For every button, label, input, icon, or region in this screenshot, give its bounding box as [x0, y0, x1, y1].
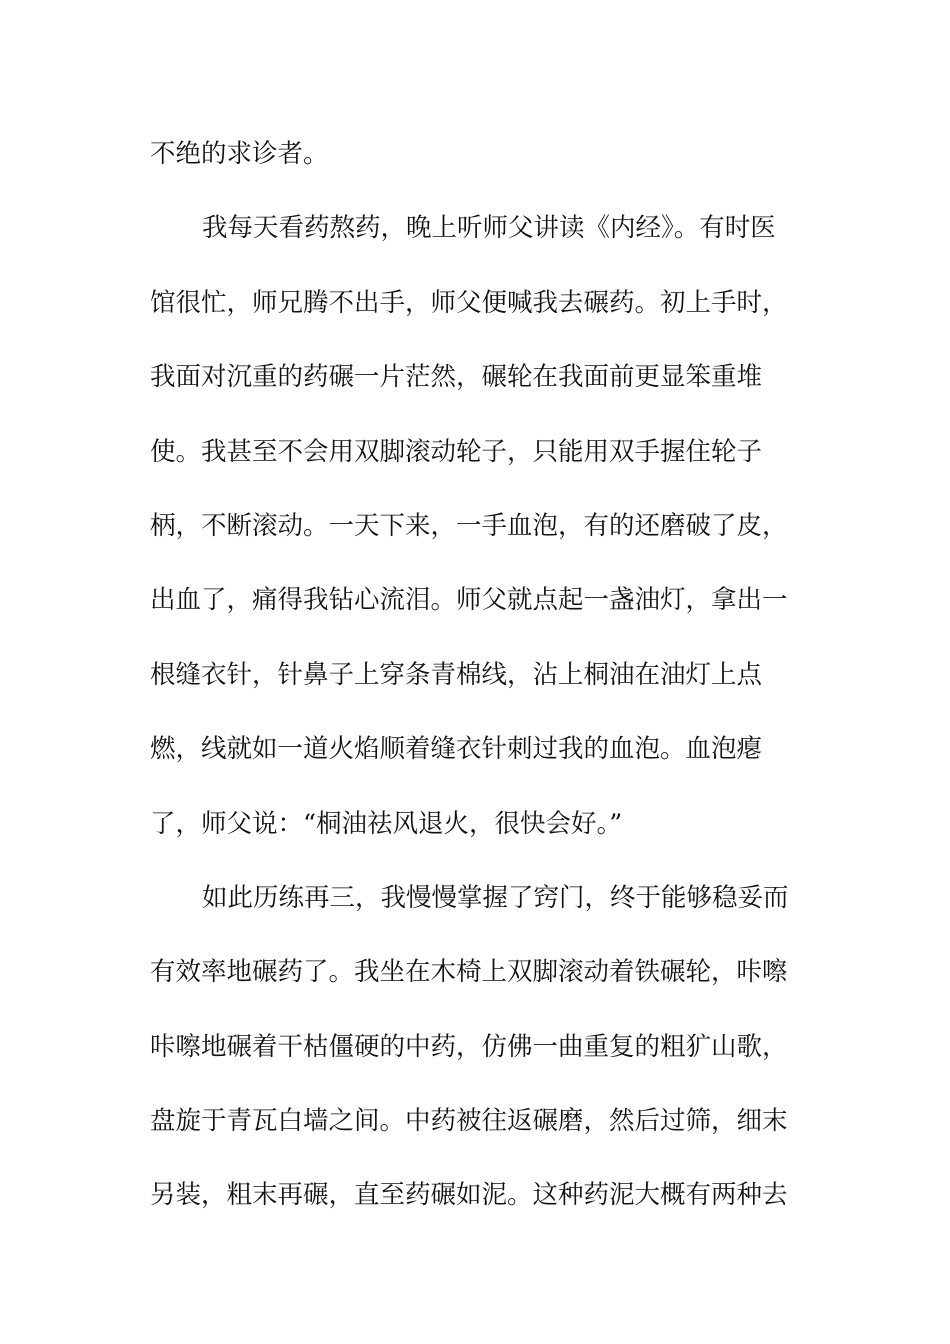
body-text [150, 129, 800, 1245]
text-line-7: 出血了，痛得我钻心流泪。师父就点起一盏油灯，拿出一 [150, 585, 788, 616]
text-line-4: 我面对沉重的药碾一片茫然，碾轮在我面前更显笨重堆 [150, 362, 763, 393]
text-line-13: 咔嚓地碾着干枯僵硬的中药，仿佛一曲重复的粗犷山歌， [150, 1031, 788, 1062]
text-line-15: 另装，粗末再碾，直至药碾如泥。这种药泥大概有两种去 [150, 1180, 788, 1211]
text-line-9: 燃，线就如一道火焰顺着缝衣针刺过我的血泡。血泡瘪 [150, 734, 763, 765]
text-line-11: 如此历练再三，我慢慢掌握了窍门，终于能够稳妥而 [202, 882, 789, 913]
text-line-12: 有效率地碾药了。我坐在木椅上双脚滚动着铁碾轮，咔嚓 [150, 957, 788, 988]
text-line-14: 盘旋于青瓦白墙之间。中药被往返碾磨，然后过筛，细末 [150, 1106, 788, 1137]
text-line-10: 了，师父说：“桐油祛风退火，很快会好。” [150, 808, 623, 839]
text-line-2: 我每天看药熬药，晚上听师父讲读《内经》。有时医 [202, 213, 776, 244]
text-line-6: 柄，不断滚动。一天下来，一手血泡，有的还磨破了皮， [150, 510, 788, 541]
text-line-1: 不绝的求诊者。 [150, 139, 329, 169]
text-line-8: 根缝衣针，针鼻子上穿条青棉线，沾上桐油在油灯上点 [150, 659, 763, 690]
text-line-3: 馆很忙，师兄腾不出手，师父便喊我去碾药。初上手时， [150, 287, 788, 318]
text-line-5: 使。我甚至不会用双脚滚动轮子，只能用双手握住轮子 [150, 436, 763, 467]
